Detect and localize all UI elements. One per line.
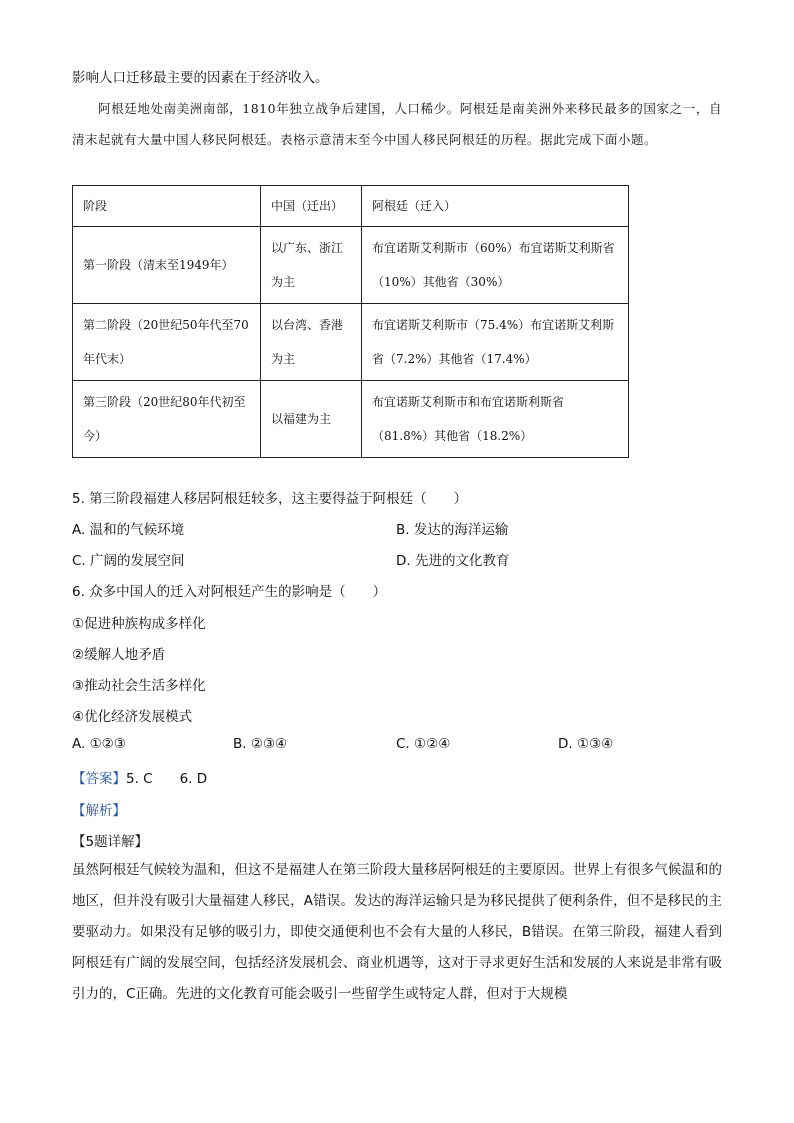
detail-label: 【5题详解】 (72, 834, 149, 850)
question-5-stem: 5. 第三阶段福建人移居阿根廷较多，这主要得益于阿根廷（ ） (72, 491, 468, 507)
q6-option-a: A. ①②③ (72, 736, 126, 752)
header-china: 中国（迁出） (261, 186, 362, 227)
q5-option-c: C. 广阔的发展空间 (72, 553, 185, 569)
stage-cell: 第二阶段（20世纪50年代至70年代末） (73, 304, 261, 381)
destination-cell: 布宜诺斯艾利斯市（60%）布宜诺斯艾利斯省（10%）其他省（30%） (362, 227, 629, 304)
destination-cell: 布宜诺斯艾利斯市（75.4%）布宜诺斯艾利斯省（7.2%）其他省（17.4%） (362, 304, 629, 381)
q6-option-d: D. ①③④ (558, 736, 614, 752)
table-row (73, 304, 629, 381)
destination-cell: 布宜诺斯艾利斯市和布宜诺斯利斯省（81.8%）其他省（18.2%） (362, 381, 629, 458)
q6-item-4: ④优化经济发展模式 (72, 709, 193, 725)
q5-option-a: A. 温和的气候环境 (72, 522, 185, 538)
stage-cell: 第一阶段（清末至1949年） (73, 227, 261, 304)
q5-option-b: B. 发达的海洋运输 (396, 522, 509, 538)
origin-cell: 以福建为主 (261, 381, 362, 458)
table-row (73, 381, 629, 458)
answer-text: 5. C 6. D (126, 771, 208, 787)
lead-sentence: 影响人口迁移最主要的因素在于经济收入。 (72, 70, 329, 86)
intro-paragraph: 阿根廷地处南美洲南部，1810年独立战争后建国，人口稀少。阿根廷是南美洲外来移民最多的国家之一，自清末起就有大量中国人移民阿根廷。表格示意清末至今中国人移民阿根廷的历程。据此完成下面小题。 (72, 101, 722, 147)
migration-stages-table (72, 185, 629, 458)
question-6-stem: 6. 众多中国人的迁入对阿根廷产生的影响是（ ） (72, 584, 387, 600)
answer-label: 【答案】 (72, 771, 126, 787)
origin-cell: 以广东、浙江为主 (261, 227, 362, 304)
origin-cell: 以台湾、香港为主 (261, 304, 362, 381)
q6-item-3: ③推动社会生活多样化 (72, 678, 206, 694)
table-header-row (73, 186, 629, 227)
stage-cell: 第三阶段（20世纪80年代初至今） (73, 381, 261, 458)
header-argentina: 阿根廷（迁入） (362, 186, 629, 227)
analysis-label: 【解析】 (72, 803, 126, 819)
answer-line (72, 767, 207, 787)
q6-item-2: ②缓解人地矛盾 (72, 647, 166, 663)
q6-item-1: ①促进种族构成多样化 (72, 616, 206, 632)
q6-option-c: C. ①②④ (396, 736, 451, 752)
header-stage: 阶段 (73, 186, 261, 227)
table-row (73, 227, 629, 304)
q6-option-b: B. ②③④ (233, 736, 288, 752)
q5-option-d: D. 先进的文化教育 (396, 553, 510, 569)
explanation-paragraph: 虽然阿根廷气候较为温和，但这不是福建人在第三阶段大量移居阿根廷的主要原因。世界上有很多气候温和的地区，但并没有吸引大量福建人移民，A错误。发达的海洋运输只是为移民提供了便利条件，但不是移民的主要驱动力。如果没有足够的吸引力，即使交通便利也不会有大量的人移民，B错误。在第三阶段，福建人看到阿根廷有广阔的发展空间，包括经济发展机会、商业机遇等，这对于寻求更好生活和发展的人来说是非常有吸引力的，C正确。先进的文化教育可能会吸引一些留学生或特定人群，但对于大规模 (72, 862, 722, 1002)
